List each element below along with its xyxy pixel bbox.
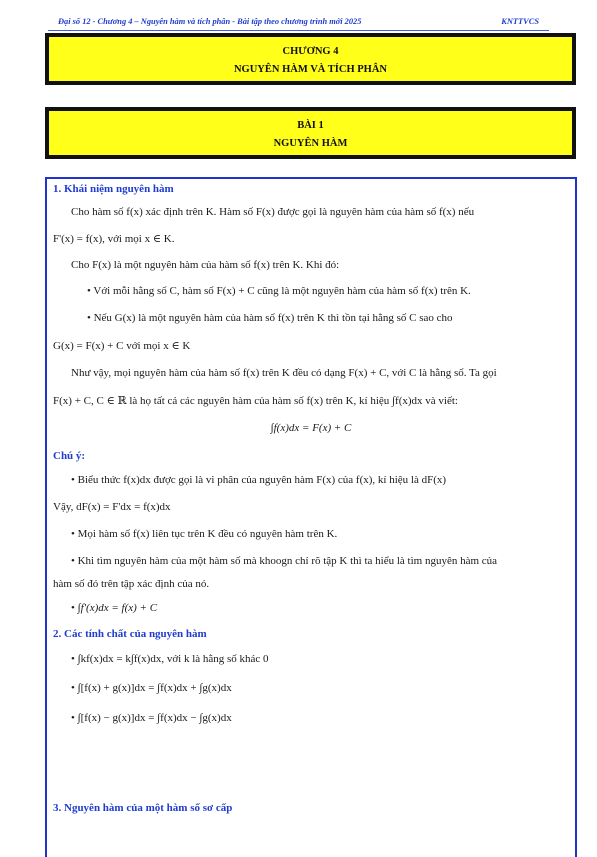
definition-line1: Cho hàm số f(x) xác định trên K. Hàm số F(x) được gọi là nguyên hàm của hàm số f(x) nếu bbox=[71, 206, 475, 218]
property-2-text: ∫[f(x) + g(x)]dx = ∫f(x)dx + ∫g(x)dx bbox=[77, 682, 232, 694]
note-1-text: Biểu thức f(x)dx được gọi là vi phân của nguyên hàm F(x) của f(x), kí hiệu là dF(x) bbox=[77, 474, 447, 486]
definition-line2: F'(x) = f(x), với mọi x ∈ K. bbox=[53, 233, 175, 245]
paragraph-2: Cho F(x) là một nguyên hàm của hàm số f(x) trên K. Khi đó: bbox=[71, 259, 340, 271]
lesson-number: BÀI 1 bbox=[297, 120, 324, 131]
header-right: KNTTVCS bbox=[501, 17, 539, 26]
note-title: Chú ý: bbox=[53, 450, 86, 462]
bullet-2: • Nếu G(x) là một nguyên hàm của hàm số f(x) trên K thì tồn tại hằng số C sao cho bbox=[87, 312, 453, 324]
note-1-cont: Vậy, dF(x) = F'dx = f(x)dx bbox=[53, 501, 171, 513]
paragraph-3-line2: F(x) + C, C ∈ ℝ là họ tất cả các nguyên hàm của hàm số f(x) trên K, kí hiệu ∫f(x)dx và viết: bbox=[53, 395, 458, 407]
bullet-2-text: Nếu G(x) là một nguyên hàm của hàm số f(x) trên K thì tồn tại hằng số C sao cho bbox=[93, 312, 453, 324]
note-1: • Biểu thức f(x)dx được gọi là vi phân của nguyên hàm F(x) của f(x), kí hiệu là dF(x) bbox=[71, 474, 447, 486]
chapter-banner bbox=[45, 33, 576, 85]
header-left: Đại số 12 - Chương 4 – Nguyên hàm và tích phân - Bài tập theo chương trình mới 2025 bbox=[58, 17, 362, 26]
property-1-text: ∫kf(x)dx = k∫f(x)dx, với k là hằng số khác 0 bbox=[77, 653, 269, 665]
paragraph-3-line1: Như vậy, mọi nguyên hàm của hàm số f(x) trên K đều có dạng F(x) + C, với C là hằng số. Ta gọi bbox=[71, 367, 497, 379]
note-3: • Khi tìm nguyên hàm của một hàm số mà khoogn chỉ rõ tập K thì ta hiểu là tìm nguyên hàm của bbox=[71, 555, 498, 567]
section2-title: 2. Các tính chất của nguyên hàm bbox=[53, 628, 207, 640]
note-3-text: Khi tìm nguyên hàm của một hàm số mà khoogn chỉ rõ tập K thì ta hiểu là tìm nguyên hàm của bbox=[77, 555, 498, 567]
chapter-title: NGUYÊN HÀM VÀ TÍCH PHÂN bbox=[233, 64, 388, 75]
lesson-banner bbox=[45, 107, 576, 159]
bullet-2-cont: G(x) = F(x) + C với mọi x ∈ K bbox=[53, 340, 191, 352]
section1-title: 1. Khái niệm nguyên hàm bbox=[53, 183, 174, 195]
note-3-cont: hàm số đó trên tập xác định của nó. bbox=[53, 578, 210, 590]
content-box bbox=[45, 177, 577, 857]
note-2: • Mọi hàm số f(x) liên tục trên K đều có nguyên hàm trên K. bbox=[71, 528, 338, 540]
bullet-1-text: Với mỗi hằng số C, hàm số F(x) + C cũng là một nguyên hàm của hàm số f(x) trên K. bbox=[93, 285, 471, 297]
bullet-1: • Với mỗi hằng số C, hàm số F(x) + C cũng là một nguyên hàm của hàm số f(x) trên K. bbox=[87, 285, 471, 297]
lesson-title: NGUYÊN HÀM bbox=[273, 138, 348, 149]
property-2: • ∫[f(x) + g(x)]dx = ∫f(x)dx + ∫g(x)dx bbox=[71, 682, 232, 694]
section3-title: 3. Nguyên hàm của một hàm số sơ cấp bbox=[53, 802, 233, 814]
page-header bbox=[48, 16, 549, 31]
note-4-text: ∫f'(x)dx = f(x) + C bbox=[77, 602, 158, 614]
property-3-text: ∫[f(x) − g(x)]dx = ∫f(x)dx − ∫g(x)dx bbox=[77, 712, 232, 724]
property-3: • ∫[f(x) − g(x)]dx = ∫f(x)dx − ∫g(x)dx bbox=[71, 712, 232, 724]
integral-formula: ∫f(x)dx = F(x) + C bbox=[270, 422, 352, 434]
note-4: • ∫f'(x)dx = f(x) + C bbox=[71, 602, 158, 614]
property-1: • ∫kf(x)dx = k∫f(x)dx, với k là hằng số khác 0 bbox=[71, 653, 269, 665]
chapter-number: CHƯƠNG 4 bbox=[282, 46, 339, 57]
note-2-text: Mọi hàm số f(x) liên tục trên K đều có nguyên hàm trên K. bbox=[77, 528, 338, 540]
